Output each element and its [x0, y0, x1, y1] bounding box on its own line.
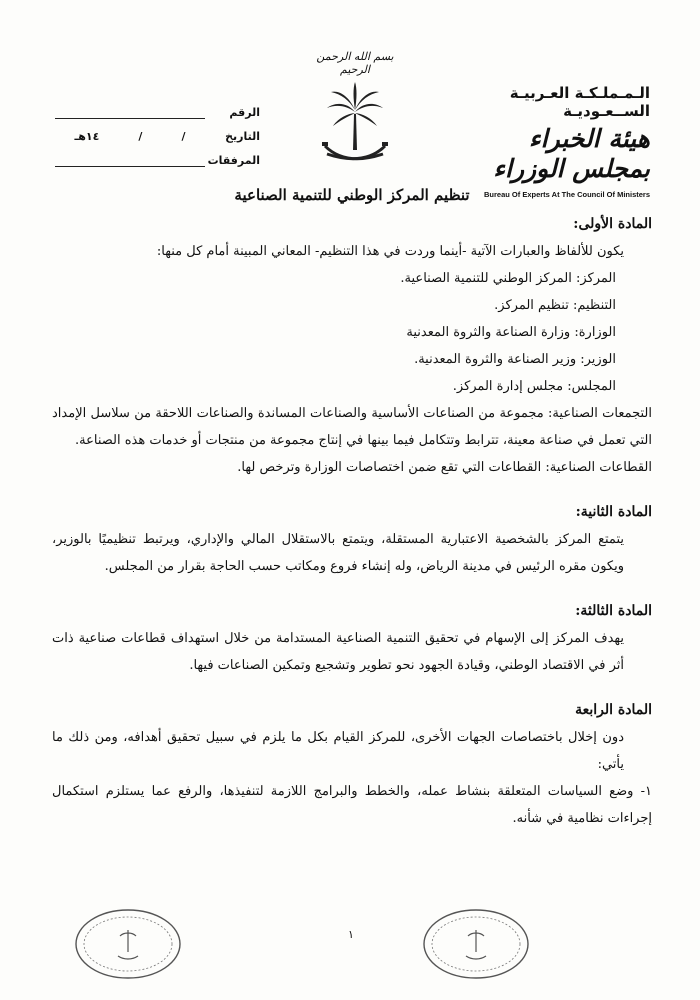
- definition-minister: الوزير: وزير الصناعة والثروة المعدنية.: [414, 352, 616, 367]
- article-2-text: يتمتع المركز بالشخصية الاعتبارية المستقلة، ويتمتع بالاستقلال المالي والإداري، ويرتبط تنظيميًا بالوزير، ويكون مقره الرئيس في مدينة الرياض، وله إنشاء فروع ومكاتب حسب الحاجة بقرار من المجلس.: [52, 532, 624, 574]
- palm-swords-emblem-icon: [319, 80, 391, 168]
- page-number: ١: [348, 928, 354, 941]
- date-day: /: [181, 130, 186, 143]
- date-row: [55, 119, 260, 143]
- date-month: /: [138, 130, 143, 143]
- reference-number-row: [55, 95, 260, 119]
- attachments-row: [55, 143, 260, 167]
- definition-board: المجلس: مجلس إدارة المركز.: [452, 379, 616, 394]
- date-year: ١٤هـ: [74, 130, 100, 143]
- official-seal-right-icon: [420, 906, 532, 982]
- article-3-text: يهدف المركز إلى الإسهام في تحقيق التنمية الصناعية المستدامة من خلال استهداف قطاعات صناعية ذات أثر في الاقتصاد الوطني، وقيادة الجهود نحو تطوير وتشجيع وتمكين الصناعات فيها.: [52, 631, 624, 673]
- article-2-heading: المادة الثانية:: [575, 504, 652, 520]
- article-4-heading: المادة الرابعة: [575, 702, 652, 718]
- attachments-label: المرفقات: [207, 154, 260, 167]
- definition-regulation: التنظيم: تنظيم المركز.: [494, 298, 616, 313]
- article-1-heading: المادة الأولى:: [573, 216, 652, 232]
- article-3-heading: المادة الثالثة:: [575, 603, 652, 619]
- reference-fields: [55, 95, 260, 167]
- reference-number-line: [55, 105, 205, 119]
- definition-industrial-clusters: التجمعات الصناعية: مجموعة من الصناعات الأساسية والصناعات المساندة والصناعات اللاحقة من سلاسل الإمداد التي تعمل في صناعة معينة، تترابط وتتكامل فيما بينها في إنتاج مجموعة من منتجات أو خدمات هذه الصناعة.: [52, 406, 652, 448]
- official-seal-left-icon: [72, 906, 184, 982]
- bureau-name-arabic: هيئة الخبراء بمجلس الوزراء: [493, 124, 650, 183]
- letterhead-emblem-block: [305, 50, 405, 168]
- article-1-intro: يكون للألفاظ والعبارات الآتية -أينما وردت في هذا التنظيم- المعاني المبينة أمام كل منها:: [156, 244, 624, 259]
- definition-center: المركز: المركز الوطني للتنمية الصناعية.: [400, 271, 616, 286]
- date-value: [55, 130, 205, 143]
- kingdom-name: الـمـملـكـة العـربيـة الســعـوديـة: [509, 84, 650, 120]
- definition-ministry: الوزارة: وزارة الصناعة والثروة المعدنية: [406, 325, 616, 340]
- basmala: بسم الله الرحمن الرحيم: [316, 50, 394, 76]
- reference-number-label: الرقم: [229, 106, 260, 119]
- article-4-item-1: ١- وضع السياسات المتعلقة بنشاط عمله، والخطط والبرامج اللازمة لتنفيذها، والرفع عما يستلزم استكمال إجراءات نظامية في شأنه.: [52, 784, 652, 826]
- attachments-line: [55, 153, 205, 167]
- document-title: تنظيم المركز الوطني للتنمية الصناعية: [234, 186, 470, 204]
- definition-industrial-sectors: القطاعات الصناعية: القطاعات التي تقع ضمن اختصاصات الوزارة وترخص لها.: [237, 460, 652, 475]
- bureau-name-english: Bureau Of Experts At The Council Of Ministers: [484, 190, 650, 199]
- date-label: التاريخ: [225, 130, 260, 143]
- article-4-intro: دون إخلال باختصاصات الجهات الأخرى، للمركز القيام بكل ما يلزم في سبيل تحقيق أهدافه، ومن ذلك ما يأتي:: [52, 730, 624, 772]
- document-body: [52, 182, 652, 832]
